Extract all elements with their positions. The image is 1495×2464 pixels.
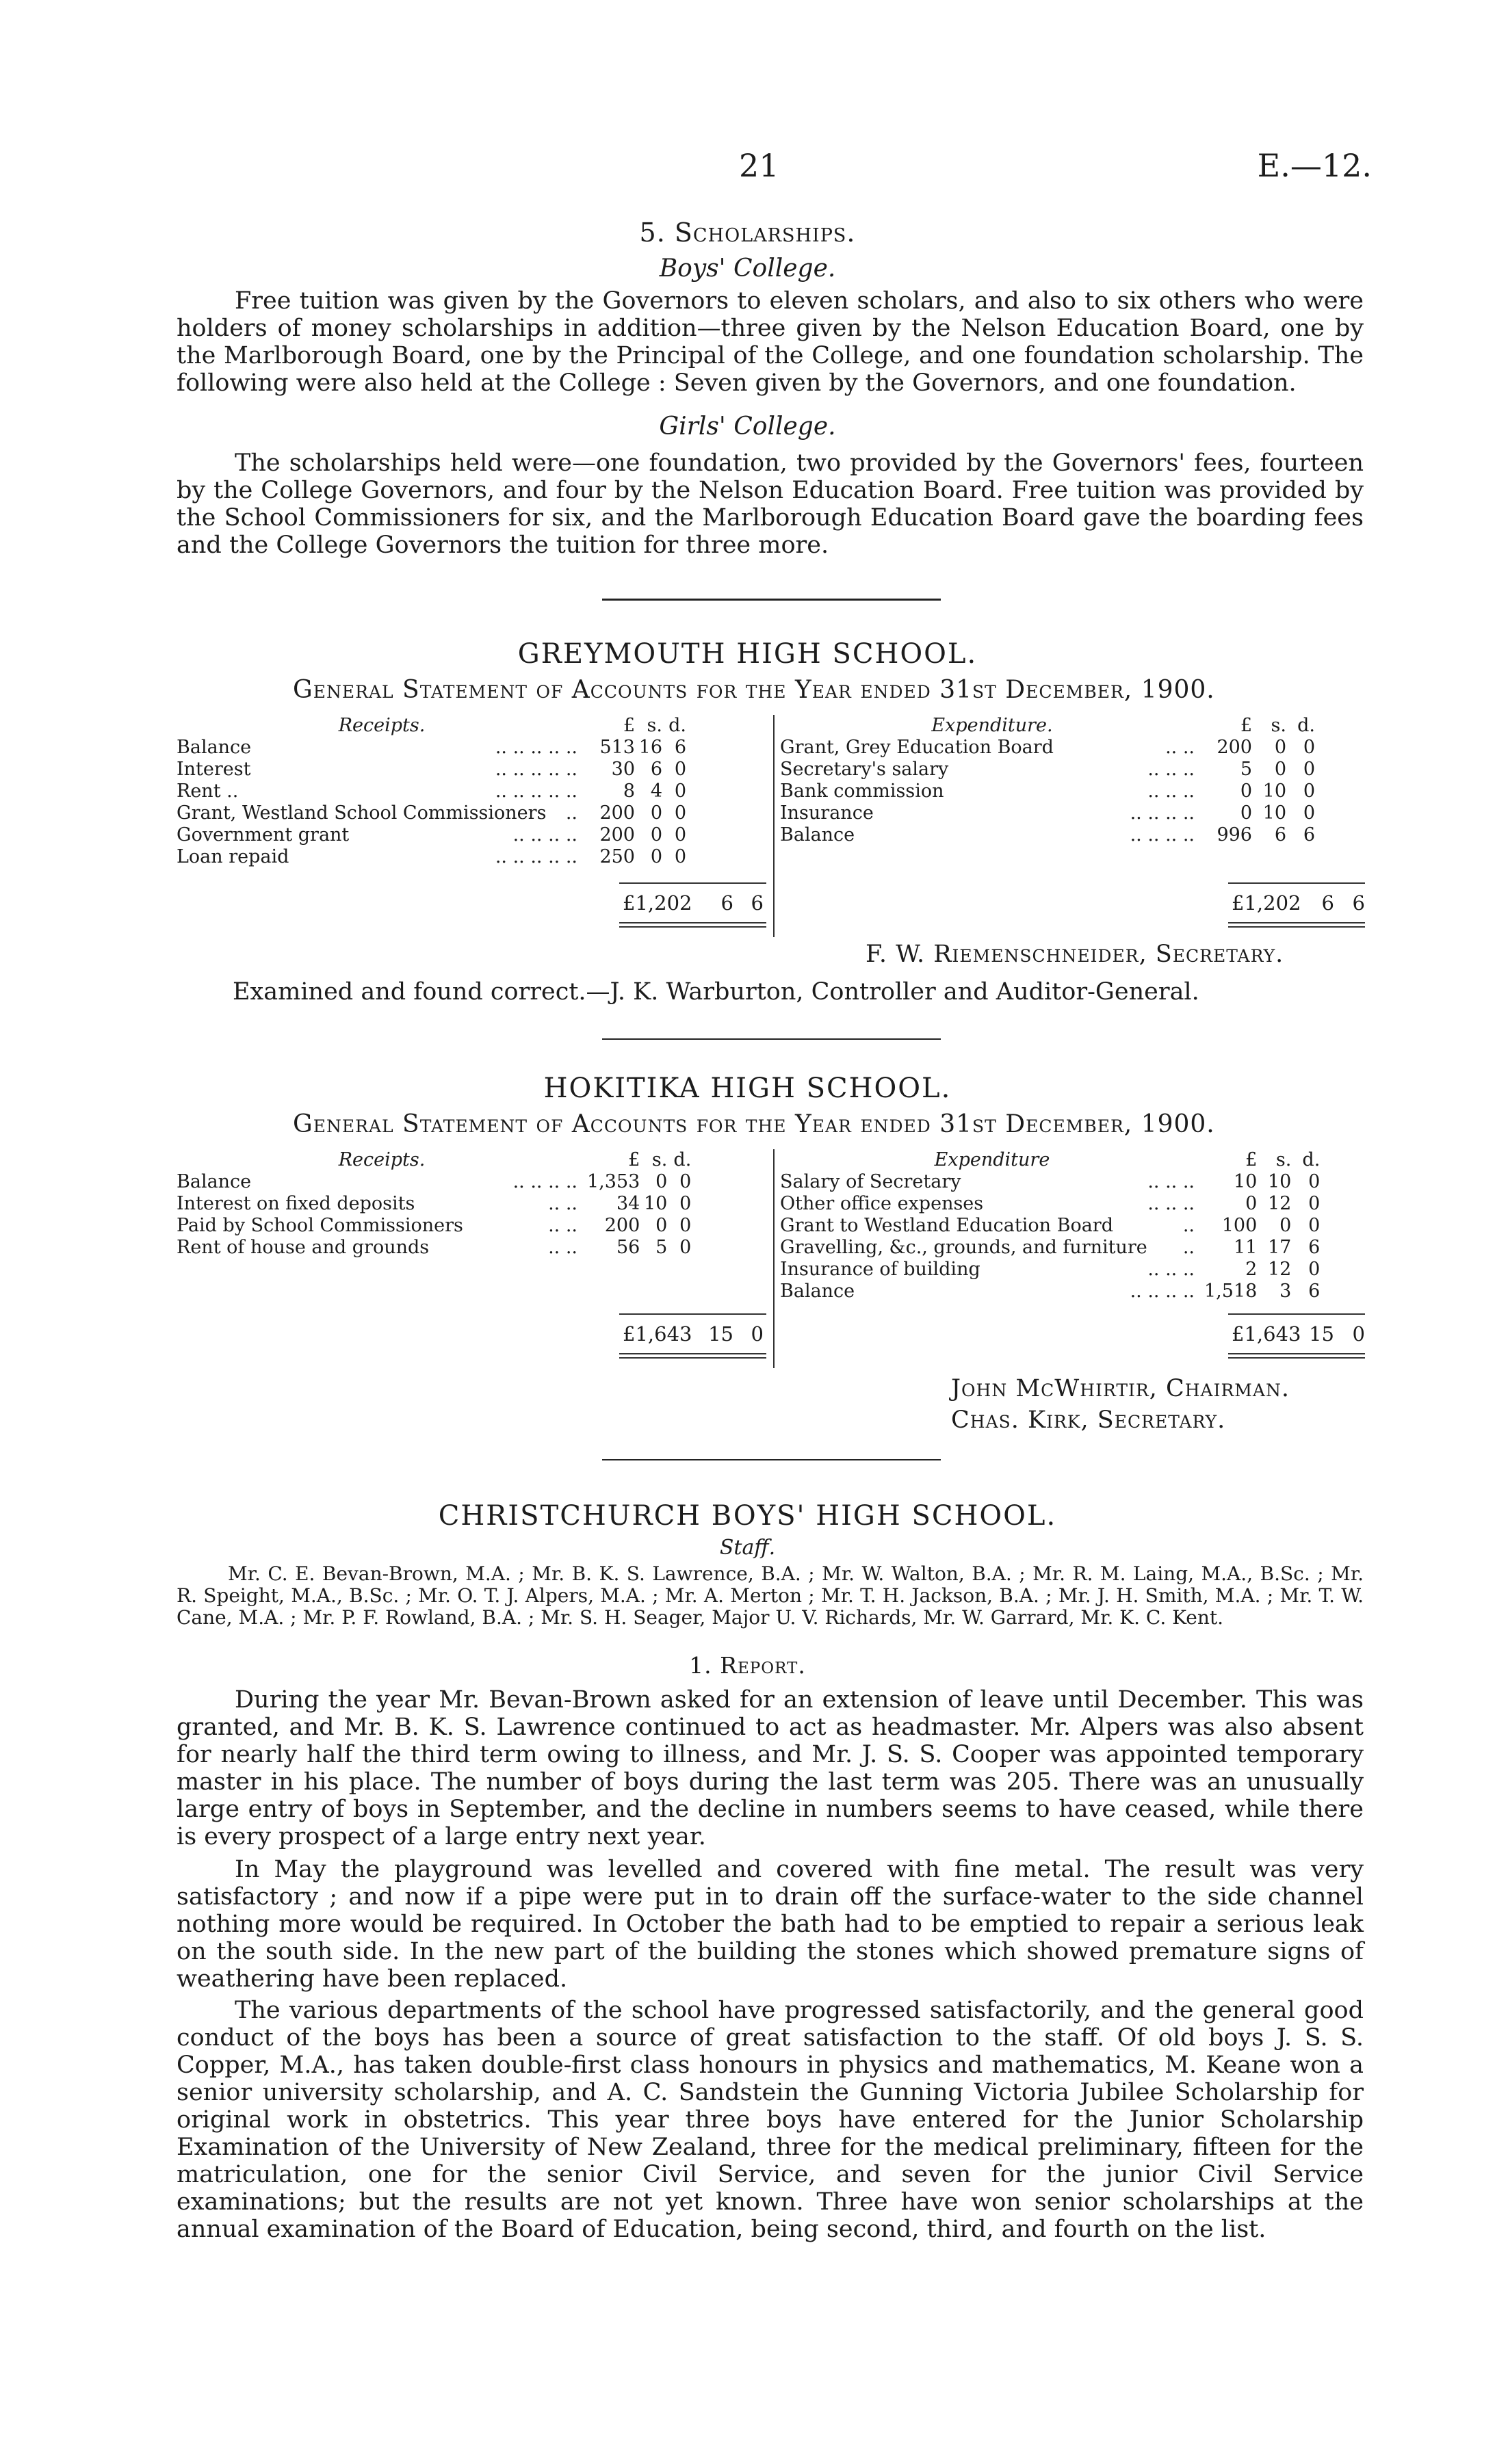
total-pounds: £1,202 — [1232, 891, 1301, 915]
account-item — [780, 802, 1204, 824]
item-shillings: 0 — [650, 802, 662, 824]
shillings-heading: s. — [1271, 715, 1286, 736]
item-pence: 0 — [1308, 1215, 1321, 1236]
item-pence: 6 — [1308, 1281, 1321, 1302]
item-pence: 0 — [1308, 1193, 1321, 1214]
account-item — [177, 1193, 587, 1215]
leader-dots: .. .. — [548, 1215, 577, 1236]
expenditure-double-rule — [1228, 1353, 1365, 1354]
account-item — [780, 1171, 1204, 1193]
item-label: Loan repaid — [177, 846, 289, 867]
expenditure-sum-rule — [1228, 1313, 1365, 1315]
item-label: Secretary's salary — [780, 759, 949, 780]
total-pounds: £1,643 — [1232, 1322, 1301, 1346]
column-divider — [773, 715, 775, 937]
account-row — [177, 1215, 691, 1237]
item-pence: 0 — [1303, 781, 1315, 802]
item-label: Insurance of building — [780, 1259, 980, 1280]
account-row — [177, 759, 686, 781]
item-shillings: 10 — [1262, 802, 1286, 824]
item-shillings: 0 — [655, 1215, 668, 1236]
receipts-double-rule — [619, 1353, 766, 1354]
account-row — [177, 781, 686, 802]
boys-college-text: Free tuition was given by the Governors to eleven scholars, and also to six others who were holders of money scholarships in addition—three given by the Nelson Education Board, one by the Marlborough Board, one by the Principal of the College, and one foundation scholarship. The following were also held at the College : Seven given by the Governors, and one foundation. — [177, 287, 1364, 397]
item-pence: 0 — [679, 1215, 692, 1236]
item-label: Paid by School Commissioners — [177, 1215, 463, 1236]
item-shillings: 0 — [1279, 1215, 1292, 1236]
item-shillings: 12 — [1267, 1193, 1292, 1214]
pounds-heading: £ — [1240, 715, 1252, 736]
leader-dots: .. .. — [548, 1193, 577, 1214]
leader-dots: .. .. .. — [1147, 1171, 1195, 1192]
item-pence: 0 — [1303, 737, 1315, 758]
pence-heading: d. — [1297, 715, 1315, 736]
account-item — [177, 737, 587, 759]
item-shillings: 0 — [650, 846, 662, 867]
account-row — [177, 1237, 691, 1259]
account-row — [780, 737, 1315, 759]
leader-dots: .. .. .. .. — [1130, 802, 1195, 824]
item-pence: 0 — [679, 1193, 692, 1214]
item-label: Rent .. — [177, 781, 239, 802]
christchurch-title: CHRISTCHURCH BOYS' HIGH SCHOOL. — [438, 1500, 1057, 1532]
leader-dots: .. .. .. .. .. — [495, 846, 577, 867]
greymouth-statement: General Statement of Accounts for the Year ended 31st December, 1900. — [293, 676, 1215, 704]
leader-dots: .. .. .. .. .. — [495, 781, 577, 802]
item-pence: 0 — [1303, 759, 1315, 780]
account-row — [780, 1215, 1320, 1237]
account-item — [780, 781, 1204, 802]
item-label: Grant, Grey Education Board — [780, 737, 1054, 758]
account-item — [177, 846, 587, 868]
pounds-heading: £ — [1245, 1149, 1258, 1170]
account-item — [177, 1215, 587, 1237]
receipts-heading: Receipts. — [338, 1149, 426, 1170]
item-pounds: 0 — [1240, 781, 1252, 802]
staff-heading: Staff. — [719, 1536, 776, 1560]
account-item — [780, 737, 1204, 759]
leader-dots: .. .. .. — [1147, 1193, 1195, 1214]
item-pounds: 200 — [1217, 737, 1252, 758]
item-pounds: 34 — [616, 1193, 640, 1214]
item-pence: 0 — [1308, 1171, 1321, 1192]
item-shillings: 4 — [650, 781, 662, 802]
item-pounds: 5 — [1240, 759, 1252, 780]
item-pounds: 11 — [1233, 1237, 1258, 1258]
item-pounds: 100 — [1221, 1215, 1258, 1236]
item-shillings: 12 — [1267, 1259, 1292, 1280]
account-row — [780, 824, 1315, 846]
item-pounds: 0 — [1240, 802, 1252, 824]
greymouth-receipts-total — [623, 891, 766, 915]
item-shillings: 10 — [1267, 1171, 1292, 1192]
account-row — [780, 1171, 1320, 1193]
hokitika-expenditure — [780, 1149, 1320, 1302]
item-shillings: 0 — [655, 1171, 668, 1192]
section-divider — [602, 599, 941, 601]
total-shillings: 15 — [1309, 1322, 1334, 1346]
account-item — [780, 1193, 1204, 1215]
account-item — [177, 781, 587, 802]
item-label: Balance — [177, 737, 252, 758]
greymouth-secretary: F. W. Riemenschneider, Secretary. — [866, 941, 1284, 968]
item-label: Government grant — [177, 824, 350, 846]
hokitika-statement: General Statement of Accounts for the Year ended 31st December, 1900. — [293, 1110, 1215, 1138]
report-paragraph-3: The various departments of the school have progressed satisfactorily, and the general good conduct of the boys has been a source of great satisfaction to the staff. Of old boys J. S. S. Copper, M.A., has taken double-first class honours in physics and mathematics, M. Keane won a senior university scholarship, and A. C. Sandstein the Gunning Victoria Jubilee Scholarship for original work in obstetrics. This year three boys have entered for the Junior Scholarship Examination of the University of New Zealand, three for the medical preliminary, fifteen for the matriculation, one for the senior Civil Service, and seven for the junior Civil Service examinations; but the results are not yet known. Three have won senior scholarships at the annual examination of the Board of Education, being second, third, and fourth on the list. — [177, 1997, 1364, 2243]
account-item — [780, 1281, 1204, 1302]
pence-heading: d. — [668, 715, 686, 736]
item-pounds: 200 — [599, 824, 635, 846]
leader-dots: .. .. .. — [1147, 759, 1195, 780]
expenditure-double-rule — [1228, 926, 1365, 928]
account-item — [780, 759, 1204, 781]
expenditure-sum-rule — [1228, 882, 1365, 884]
item-label: Balance — [780, 824, 855, 846]
item-label: Bank commission — [780, 781, 944, 802]
receipts-sum-rule — [619, 882, 766, 884]
section-divider — [602, 1459, 941, 1460]
item-pounds: 30 — [611, 759, 635, 780]
pence-heading: d. — [1302, 1149, 1321, 1170]
item-label: Other office expenses — [780, 1193, 984, 1214]
account-row — [177, 824, 686, 846]
account-item — [177, 1171, 587, 1193]
item-pence: 0 — [674, 802, 686, 824]
item-pence: 0 — [679, 1237, 692, 1258]
account-item — [177, 759, 587, 781]
pounds-heading: £ — [628, 1149, 640, 1170]
staff-list: Mr. C. E. Bevan-Brown, M.A. ; Mr. B. K. S. Lawrence, B.A. ; Mr. W. Walton, B.A. ; Mr. R. M. Laing, M.A., B.Sc. ; Mr. R. Speight, M.A., B.Sc. ; Mr. O. T. J. Alpers, M.A. ; Mr. A. Merton ; Mr. T. H. Jackson, B.A. ; Mr. J. H. Smith, M.A. ; Mr. T. W. Cane, M.A. ; Mr. P. F. Rowland, B.A. ; Mr. S. H. Seager, Major U. V. Richards, Mr. W. Garrard, Mr. K. C. Kent. — [177, 1562, 1364, 1629]
item-pounds: 0 — [1245, 1193, 1258, 1214]
total-shillings: 6 — [1321, 891, 1334, 915]
account-row — [177, 737, 686, 759]
item-label: Balance — [780, 1281, 855, 1302]
expenditure-heading: Expenditure. — [931, 715, 1053, 736]
shillings-heading: s. — [647, 715, 662, 736]
leader-dots: .. .. .. .. .. — [495, 737, 577, 758]
hokitika-expenditure-table — [780, 1149, 1320, 1302]
account-row — [780, 802, 1315, 824]
item-pounds: 10 — [1233, 1171, 1258, 1192]
item-shillings: 0 — [650, 824, 662, 846]
total-pence: 0 — [751, 1322, 764, 1346]
account-row — [177, 1193, 691, 1215]
item-shillings: 0 — [1274, 759, 1286, 780]
item-pence: 0 — [1308, 1259, 1321, 1280]
hokitika-receipts-total — [623, 1322, 766, 1346]
column-divider — [773, 1149, 775, 1368]
item-shillings: 10 — [1262, 781, 1286, 802]
hokitika-chairman: John McWhirtir, Chairman. — [951, 1375, 1290, 1402]
account-row — [177, 802, 686, 824]
item-shillings: 3 — [1279, 1281, 1292, 1302]
greymouth-receipts-table — [177, 715, 686, 868]
greymouth-title: GREYMOUTH HIGH SCHOOL. — [517, 638, 978, 670]
leader-dots: .. — [1182, 1237, 1195, 1258]
account-row — [177, 1171, 691, 1193]
item-pence: 0 — [674, 824, 686, 846]
item-pounds: 200 — [599, 802, 635, 824]
account-item — [780, 824, 1204, 846]
page-number: 21 — [739, 147, 779, 184]
shillings-heading: s. — [1275, 1149, 1292, 1170]
item-label: Insurance — [780, 802, 874, 824]
account-row — [780, 781, 1315, 802]
leader-dots: .. .. .. .. .. — [495, 759, 577, 780]
item-shillings: 6 — [650, 759, 662, 780]
leader-dots: .. — [565, 802, 577, 824]
leader-dots: .. .. .. .. — [1130, 1281, 1195, 1302]
item-label: Gravelling, &c., grounds, and furniture — [780, 1237, 1147, 1258]
report-heading: 1. Report. — [689, 1652, 806, 1679]
total-shillings: 6 — [720, 891, 733, 915]
expenditure-double-rule — [1228, 1357, 1365, 1359]
item-pence: 0 — [674, 781, 686, 802]
account-item — [177, 1237, 587, 1259]
item-label: Grant, Westland School Commissioners — [177, 802, 547, 824]
total-shillings: 15 — [708, 1322, 733, 1346]
item-pounds: 1,353 — [587, 1171, 640, 1192]
hokitika-secretary: Chas. Kirk, Secretary. — [951, 1406, 1226, 1434]
section-divider — [602, 1038, 941, 1040]
item-pounds: 1,518 — [1204, 1281, 1258, 1302]
item-pounds: 513 — [599, 737, 635, 758]
item-shillings: 0 — [1274, 737, 1286, 758]
item-pence: 0 — [674, 759, 686, 780]
account-row — [780, 1281, 1320, 1302]
item-pence: 0 — [1303, 802, 1315, 824]
hokitika-receipts — [177, 1149, 691, 1259]
scholarships-title: 5. Scholarships. — [639, 218, 856, 248]
item-label: Grant to Westland Education Board — [780, 1215, 1114, 1236]
total-pounds: £1,202 — [623, 891, 692, 915]
account-row — [177, 846, 686, 868]
receipts-heading: Receipts. — [338, 715, 426, 736]
total-pence: 6 — [1352, 891, 1365, 915]
item-pounds: 200 — [604, 1215, 640, 1236]
item-shillings: 10 — [643, 1193, 668, 1214]
account-row — [780, 1237, 1320, 1259]
greymouth-receipts — [177, 715, 686, 868]
girls-college-heading: Girls' College. — [659, 412, 836, 441]
item-label: Rent of house and grounds — [177, 1237, 430, 1258]
item-label: Interest on fixed deposits — [177, 1193, 415, 1214]
item-pounds: 996 — [1217, 824, 1252, 846]
item-pence: 0 — [674, 846, 686, 867]
leader-dots: .. — [1182, 1215, 1195, 1236]
item-shillings: 16 — [638, 737, 662, 758]
leader-dots: .. .. .. .. — [1130, 824, 1195, 846]
leader-dots: .. .. .. .. — [512, 1171, 577, 1192]
leader-dots: .. .. — [548, 1237, 577, 1258]
pence-heading: d. — [673, 1149, 692, 1170]
account-row — [780, 1193, 1320, 1215]
hokitika-receipts-table — [177, 1149, 691, 1259]
receipts-double-rule — [619, 926, 766, 928]
item-label: Salary of Secretary — [780, 1171, 961, 1192]
girls-college-text: The scholarships held were—one foundation, two provided by the Governors' fees, fourteen by the College Governors, and four by the Nelson Education Board. Free tuition was provided by the School Commissioners for six, and the Marlborough Education Board gave the boarding fees and the College Governors the tuition for three more. — [177, 449, 1364, 559]
item-shillings: 5 — [655, 1237, 668, 1258]
item-shillings: 17 — [1267, 1237, 1292, 1258]
leader-dots: .. .. .. — [1147, 1259, 1195, 1280]
total-pence: 0 — [1352, 1322, 1365, 1346]
item-pence: 6 — [1303, 824, 1315, 846]
item-pence: 6 — [1308, 1237, 1321, 1258]
account-item — [177, 824, 587, 846]
report-paragraph-1: During the year Mr. Bevan-Brown asked for an extension of leave until December. This was granted, and Mr. B. K. S. Lawrence continued to act as headmaster. Mr. Alpers was also absent for nearly half the third term owing to illness, and Mr. J. S. S. Cooper was appointed temporary master in his place. The number of boys during the last term was 205. There was an unusually large entry of boys in September, and the decline in numbers seems to have ceased, while there is every prospect of a large entry next year. — [177, 1686, 1364, 1850]
pounds-heading: £ — [623, 715, 635, 736]
page-reference: E.—12. — [1257, 147, 1372, 184]
item-label: Balance — [177, 1171, 252, 1192]
account-row — [780, 1259, 1320, 1281]
total-pence: 6 — [751, 891, 764, 915]
item-pounds: 250 — [599, 846, 635, 867]
receipts-double-rule — [619, 922, 766, 923]
hokitika-title: HOKITIKA HIGH SCHOOL. — [543, 1073, 952, 1104]
account-item — [780, 1215, 1204, 1237]
item-pounds: 8 — [623, 781, 635, 802]
report-paragraph-2: In May the playground was levelled and covered with fine metal. The result was very satisfactory ; and now if a pipe were put in to drain off the surface-water to the side channel nothing more would be required. In October the bath had to be emptied to repair a serious leak on the south side. In the new part of the building the stones which showed premature signs of weathering have been replaced. — [177, 1856, 1364, 1993]
receipts-sum-rule — [619, 1313, 766, 1315]
hokitika-expenditure-total — [1232, 1322, 1365, 1346]
leader-dots: .. .. — [1165, 737, 1195, 758]
item-label: Interest — [177, 759, 251, 780]
receipts-double-rule — [619, 1357, 766, 1359]
greymouth-examined: Examined and found correct.—J. K. Warburton, Controller and Auditor-General. — [233, 978, 1199, 1006]
item-shillings: 6 — [1274, 824, 1286, 846]
greymouth-expenditure-total — [1232, 891, 1365, 915]
shillings-heading: s. — [651, 1149, 668, 1170]
item-pence: 0 — [679, 1171, 692, 1192]
item-pounds: 2 — [1245, 1259, 1258, 1280]
account-item — [780, 1259, 1204, 1281]
expenditure-heading: Expenditure — [934, 1149, 1050, 1170]
account-item — [177, 802, 587, 824]
greymouth-expenditure-table — [780, 715, 1315, 846]
account-row — [780, 759, 1315, 781]
boys-college-heading: Boys' College. — [659, 254, 836, 283]
leader-dots: .. .. .. .. — [512, 824, 577, 846]
account-item — [780, 1237, 1204, 1259]
greymouth-expenditure — [780, 715, 1315, 846]
leader-dots: .. .. .. — [1147, 781, 1195, 802]
item-pence: 6 — [674, 737, 686, 758]
item-pounds: 56 — [616, 1237, 640, 1258]
expenditure-double-rule — [1228, 922, 1365, 923]
total-pounds: £1,643 — [623, 1322, 692, 1346]
